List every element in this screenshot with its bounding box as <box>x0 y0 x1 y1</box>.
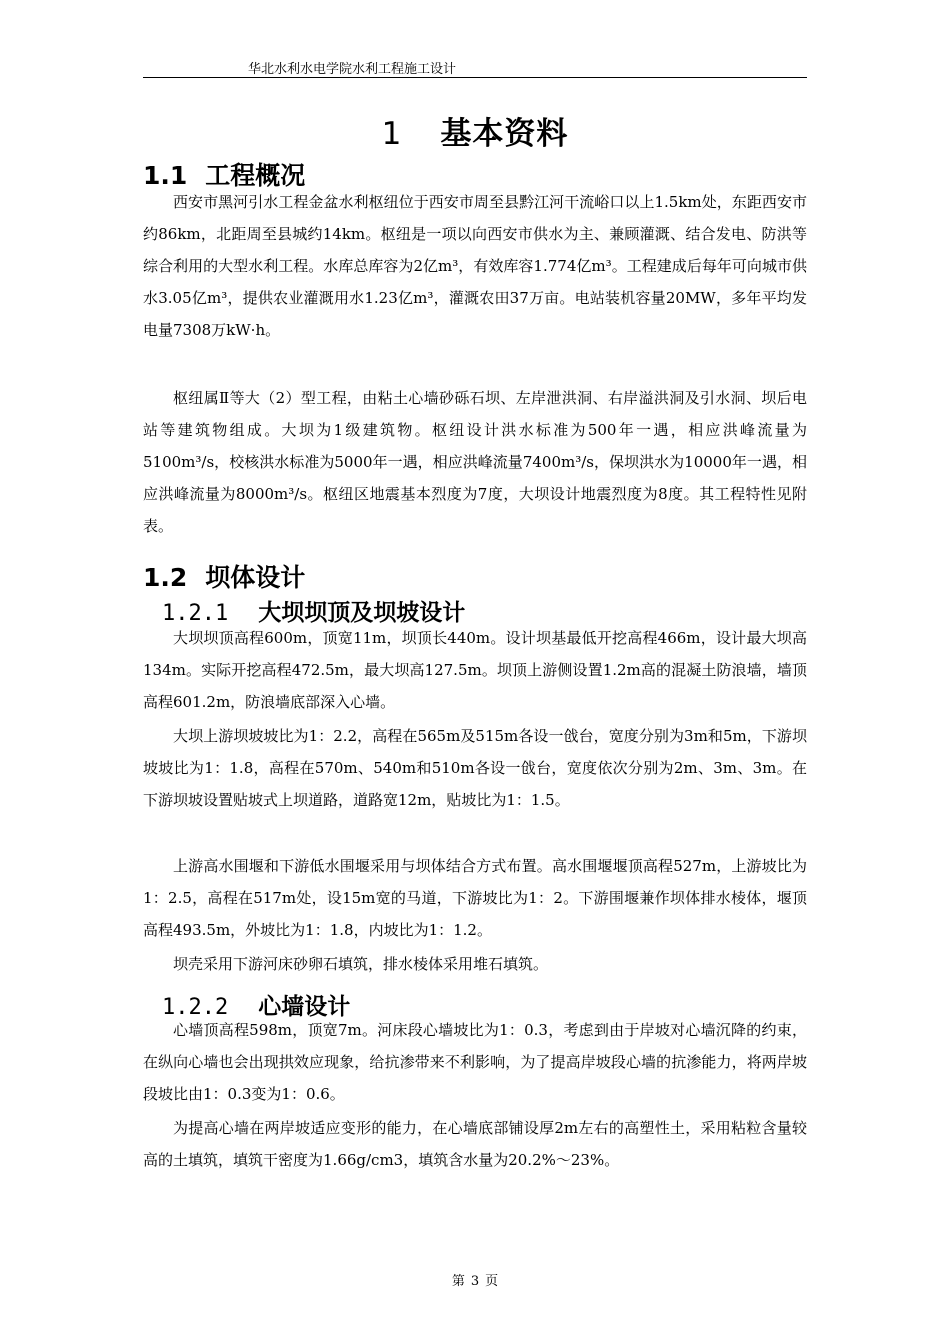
page-header <box>143 55 807 78</box>
paragraph: 西安市黑河引水工程金盆水利枢纽位于西安市周至县黔江河干流峪口以上1.5km处，东距西安市约86km，北距周至县城约14km。枢纽是一项以向西安市供水为主、兼顾灌溉、结合发电、防洪等综合利用的大型水利工程。水库总库容为2亿m³，有效库容1.774亿m³。工程建成后每年可向城市供水3.05亿m³，提供农业灌溉用水1.23亿m³，灌溉农田37万亩。电站装机容量20MW，多年平均发电量7308万kW·h。 <box>143 193 807 339</box>
page-footer <box>0 1270 950 1289</box>
subsection-title: 心墙设计 <box>258 994 351 1020</box>
paragraph: 大坝上游坝坡坡比为1：2.2，高程在565m及515m各设一戗台，宽度分别为3m和5m，下游坝坡坡比为1：1.8，高程在570m、540m和510m各设一戗台，宽度依次分别为2m、3m、3m。在下游坝坡设置贴坡式上坝道路，道路宽12m，贴坡比为1：1.5。 <box>143 727 807 809</box>
chapter-number: 1 <box>381 116 403 152</box>
section-number: 1.2 <box>143 563 188 592</box>
subsection-number: 1.2.1 <box>162 601 229 626</box>
paragraph: 上游高水围堰和下游低水围堰采用与坝体结合方式布置。高水围堰堰顶高程527m，上游坡比为1：2.5，高程在517m处，设15m宽的马道，下游坡比为1：2。下游围堰兼作坝体排水棱体，堰顶高程493.5m，外坡比为1：1.8，内坡比为1：1.2。 <box>143 857 807 939</box>
footer-suffix: 页 <box>485 1274 499 1289</box>
header-text: 华北水利水电学院水利工程施工设计 <box>248 62 457 77</box>
section-number: 1.1 <box>143 161 188 190</box>
paragraph: 为提高心墙在两岸坡适应变形的能力，在心墙底部铺设厚2m左右的高塑性土，采用粘粒含量较高的土填筑，填筑干密度为1.66g/cm3，填筑含水量为20.2%～23%。 <box>143 1119 807 1169</box>
subsection-number: 1.2.2 <box>162 995 229 1020</box>
subsection-title: 大坝坝顶及坝坡设计 <box>258 600 466 626</box>
paragraph: 心墙顶高程598m，顶宽7m。河床段心墙坡比为1：0.3，考虑到由于岸坡对心墙沉降的约束，在纵向心墙也会出现拱效应现象，给抗渗带来不利影响，为了提高岸坡段心墙的抗渗能力，将两岸坡段坡比由1：0.3变为1：0.6。 <box>143 1021 807 1103</box>
section-title: 坝体设计 <box>205 563 306 592</box>
section-heading-1-2 <box>143 558 305 594</box>
paragraph: 坝壳采用下游河床砂卵石填筑，排水棱体采用堆石填筑。 <box>173 955 549 973</box>
section-title: 工程概况 <box>205 161 306 190</box>
chapter-title-text: 基本资料 <box>440 116 569 152</box>
chapter-title <box>0 108 950 153</box>
paragraph: 枢纽属Ⅱ等大（2）型工程，由粘土心墙砂砾石坝、左岸泄洪洞、右岸溢洪洞及引水洞、坝后电站等建筑物组成。大坝为1级建筑物。枢纽设计洪水标准为500年一遇，相应洪峰流量为5100m³/s，校核洪水标准为5000年一遇，相应洪峰流量7400m³/s，保坝洪水为10000年一遇，相应洪峰流量为8000m³/s。枢纽区地震基本烈度为7度，大坝设计地震烈度为8度。其工程特性见附表。 <box>143 389 807 535</box>
page-number: 3 <box>470 1274 480 1289</box>
footer-prefix: 第 <box>451 1274 465 1289</box>
paragraph: 大坝坝顶高程600m，顶宽11m，坝顶长440m。设计坝基最低开挖高程466m，设计最大坝高134m。实际开挖高程472.5m，最大坝高127.5m。坝顶上游侧设置1.2m高的混凝土防浪墙，墙顶高程601.2m，防浪墙底部深入心墙。 <box>143 629 807 711</box>
